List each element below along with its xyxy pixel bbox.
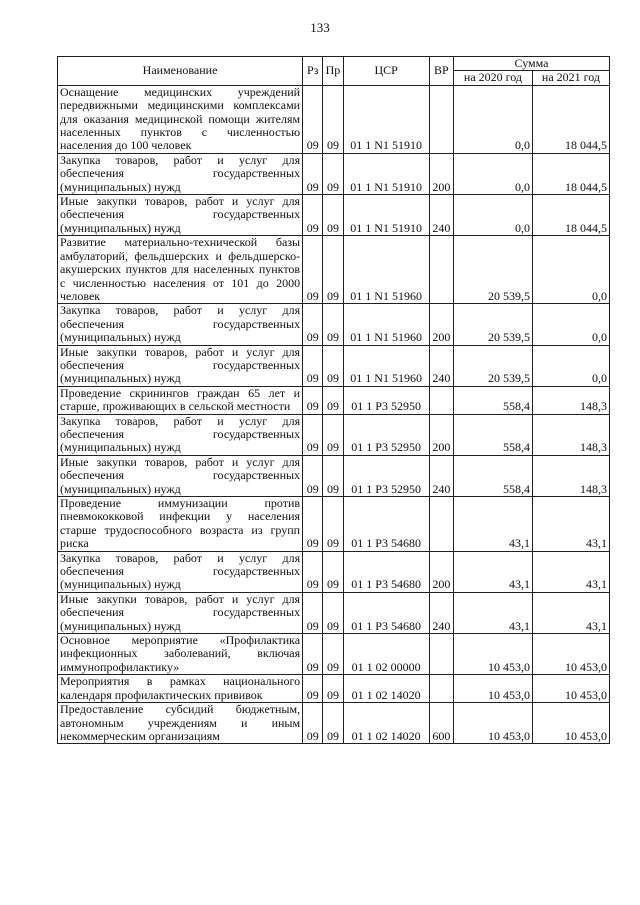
cell-name: Иные закупки товаров, работ и услуг для обеспечения государственных (муниципальных) нужд <box>58 195 303 236</box>
cell-y2: 148,3 <box>532 414 609 455</box>
cell-pr: 09 <box>323 386 343 414</box>
table-row <box>58 551 610 592</box>
cell-y1: 558,4 <box>453 386 532 414</box>
cell-pr: 09 <box>323 497 343 552</box>
cell-name: Проведение скринингов граждан 65 лет и старше, проживающих в сельской местности <box>58 386 303 414</box>
table-row <box>58 414 610 455</box>
table-row <box>58 675 610 703</box>
cell-vr <box>429 236 453 304</box>
cell-csr: 01 1 N1 51910 <box>343 153 429 194</box>
cell-rz: 09 <box>303 551 323 592</box>
cell-y2: 10 453,0 <box>532 675 609 703</box>
cell-rz: 09 <box>303 592 323 633</box>
cell-rz: 09 <box>303 414 323 455</box>
cell-name: Проведение иммунизации против пневмококковой инфекции у населения старше трудоспособного возраста из групп риска <box>58 497 303 552</box>
cell-y1: 20 539,5 <box>453 304 532 345</box>
cell-pr: 09 <box>323 675 343 703</box>
cell-pr: 09 <box>323 345 343 386</box>
cell-name: Иные закупки товаров, работ и услуг для обеспечения государственных (муниципальных) нужд <box>58 345 303 386</box>
table-row <box>58 497 610 552</box>
cell-y2: 43,1 <box>532 551 609 592</box>
cell-y2: 18 044,5 <box>532 195 609 236</box>
cell-csr: 01 1 N1 51960 <box>343 236 429 304</box>
cell-rz: 09 <box>303 304 323 345</box>
header-pr: Пр <box>323 57 343 86</box>
cell-name: Иные закупки товаров, работ и услуг для обеспечения государственных (муниципальных) нужд <box>58 455 303 496</box>
cell-vr <box>429 85 453 153</box>
cell-y2: 10 453,0 <box>532 634 609 675</box>
cell-vr <box>429 634 453 675</box>
table-row <box>58 304 610 345</box>
cell-vr: 240 <box>429 592 453 633</box>
cell-y2: 10 453,0 <box>532 703 609 744</box>
cell-pr: 09 <box>323 304 343 345</box>
cell-name: Развитие материально-технической базы амбулаторий, фельдшерских и фельдшерско-акушерских пунктов для населенных пунктов с численностью населения от 101 до 2000 человек <box>58 236 303 304</box>
cell-csr: 01 1 P3 54680 <box>343 551 429 592</box>
cell-name: Закупка товаров, работ и услуг для обеспечения государственных (муниципальных) нужд <box>58 153 303 194</box>
cell-name: Закупка товаров, работ и услуг для обеспечения государственных (муниципальных) нужд <box>58 551 303 592</box>
cell-vr: 600 <box>429 703 453 744</box>
cell-y1: 43,1 <box>453 551 532 592</box>
header-vr: ВР <box>429 57 453 86</box>
cell-y1: 0,0 <box>453 85 532 153</box>
cell-csr: 01 1 02 00000 <box>343 634 429 675</box>
table-row <box>58 153 610 194</box>
cell-name: Предоставление субсидий бюджетным, автономным учреждениям и иным некоммерческим организациям <box>58 703 303 744</box>
cell-y2: 148,3 <box>532 455 609 496</box>
cell-rz: 09 <box>303 455 323 496</box>
cell-y2: 0,0 <box>532 345 609 386</box>
cell-vr: 200 <box>429 551 453 592</box>
table-row <box>58 195 610 236</box>
table-row <box>58 703 610 744</box>
cell-pr: 09 <box>323 634 343 675</box>
cell-y1: 558,4 <box>453 414 532 455</box>
cell-y1: 10 453,0 <box>453 703 532 744</box>
cell-name: Иные закупки товаров, работ и услуг для обеспечения государственных (муниципальных) нужд <box>58 592 303 633</box>
cell-rz: 09 <box>303 153 323 194</box>
cell-pr: 09 <box>323 195 343 236</box>
cell-rz: 09 <box>303 85 323 153</box>
table-row <box>58 386 610 414</box>
cell-csr: 01 1 N1 51960 <box>343 345 429 386</box>
cell-vr: 200 <box>429 304 453 345</box>
cell-vr: 200 <box>429 414 453 455</box>
cell-csr: 01 1 N1 51910 <box>343 195 429 236</box>
cell-vr: 240 <box>429 195 453 236</box>
cell-pr: 09 <box>323 153 343 194</box>
cell-vr: 240 <box>429 345 453 386</box>
cell-csr: 01 1 P3 52950 <box>343 386 429 414</box>
cell-vr <box>429 386 453 414</box>
table-header <box>58 57 610 86</box>
cell-pr: 09 <box>323 236 343 304</box>
cell-pr: 09 <box>323 703 343 744</box>
header-sum: Сумма <box>453 57 609 71</box>
page-number: 133 <box>310 20 330 35</box>
cell-csr: 01 1 P3 52950 <box>343 455 429 496</box>
cell-rz: 09 <box>303 703 323 744</box>
cell-rz: 09 <box>303 386 323 414</box>
cell-csr: 01 1 02 14020 <box>343 675 429 703</box>
cell-pr: 09 <box>323 592 343 633</box>
cell-y2: 0,0 <box>532 304 609 345</box>
cell-rz: 09 <box>303 195 323 236</box>
cell-y2: 0,0 <box>532 236 609 304</box>
cell-y1: 558,4 <box>453 455 532 496</box>
header-name: Наименование <box>58 57 303 86</box>
table-row <box>58 592 610 633</box>
cell-y1: 10 453,0 <box>453 675 532 703</box>
budget-table <box>57 56 610 744</box>
cell-csr: 01 1 P3 54680 <box>343 592 429 633</box>
cell-y1: 0,0 <box>453 195 532 236</box>
table-body <box>58 85 610 744</box>
cell-rz: 09 <box>303 345 323 386</box>
cell-pr: 09 <box>323 455 343 496</box>
header-rz: Рз <box>303 57 323 86</box>
table-row <box>58 634 610 675</box>
cell-y1: 43,1 <box>453 497 532 552</box>
cell-csr: 01 1 02 14020 <box>343 703 429 744</box>
cell-y2: 18 044,5 <box>532 153 609 194</box>
cell-y1: 20 539,5 <box>453 236 532 304</box>
cell-y1: 10 453,0 <box>453 634 532 675</box>
cell-csr: 01 1 N1 51960 <box>343 304 429 345</box>
cell-csr: 01 1 N1 51910 <box>343 85 429 153</box>
cell-rz: 09 <box>303 497 323 552</box>
cell-name: Закупка товаров, работ и услуг для обеспечения государственных (муниципальных) нужд <box>58 414 303 455</box>
table-row <box>58 236 610 304</box>
cell-y2: 43,1 <box>532 497 609 552</box>
cell-pr: 09 <box>323 551 343 592</box>
cell-y1: 20 539,5 <box>453 345 532 386</box>
cell-vr <box>429 497 453 552</box>
cell-rz: 09 <box>303 675 323 703</box>
cell-name: Мероприятия в рамках национального календаря профилактических прививок <box>58 675 303 703</box>
header-year-2020: на 2020 год <box>453 71 532 85</box>
cell-pr: 09 <box>323 414 343 455</box>
cell-vr <box>429 675 453 703</box>
header-csr: ЦСР <box>343 57 429 86</box>
cell-y2: 43,1 <box>532 592 609 633</box>
cell-vr: 200 <box>429 153 453 194</box>
cell-name: Основное мероприятие «Профилактика инфекционных заболеваний, включая иммунопрофилактику» <box>58 634 303 675</box>
table-row <box>58 85 610 153</box>
cell-y1: 43,1 <box>453 592 532 633</box>
table-row <box>58 455 610 496</box>
cell-csr: 01 1 P3 52950 <box>343 414 429 455</box>
cell-rz: 09 <box>303 236 323 304</box>
cell-y2: 148,3 <box>532 386 609 414</box>
cell-y1: 0,0 <box>453 153 532 194</box>
cell-vr: 240 <box>429 455 453 496</box>
cell-pr: 09 <box>323 85 343 153</box>
cell-csr: 01 1 P3 54680 <box>343 497 429 552</box>
cell-name: Оснащение медицинских учреждений передвижными медицинскими комплексами для оказания медицинской помощи жителям населенных пунктов с численностью населения до 100 человек <box>58 85 303 153</box>
cell-rz: 09 <box>303 634 323 675</box>
header-year-2021: на 2021 год <box>532 71 609 85</box>
cell-y2: 18 044,5 <box>532 85 609 153</box>
cell-name: Закупка товаров, работ и услуг для обеспечения государственных (муниципальных) нужд <box>58 304 303 345</box>
table-row <box>58 345 610 386</box>
